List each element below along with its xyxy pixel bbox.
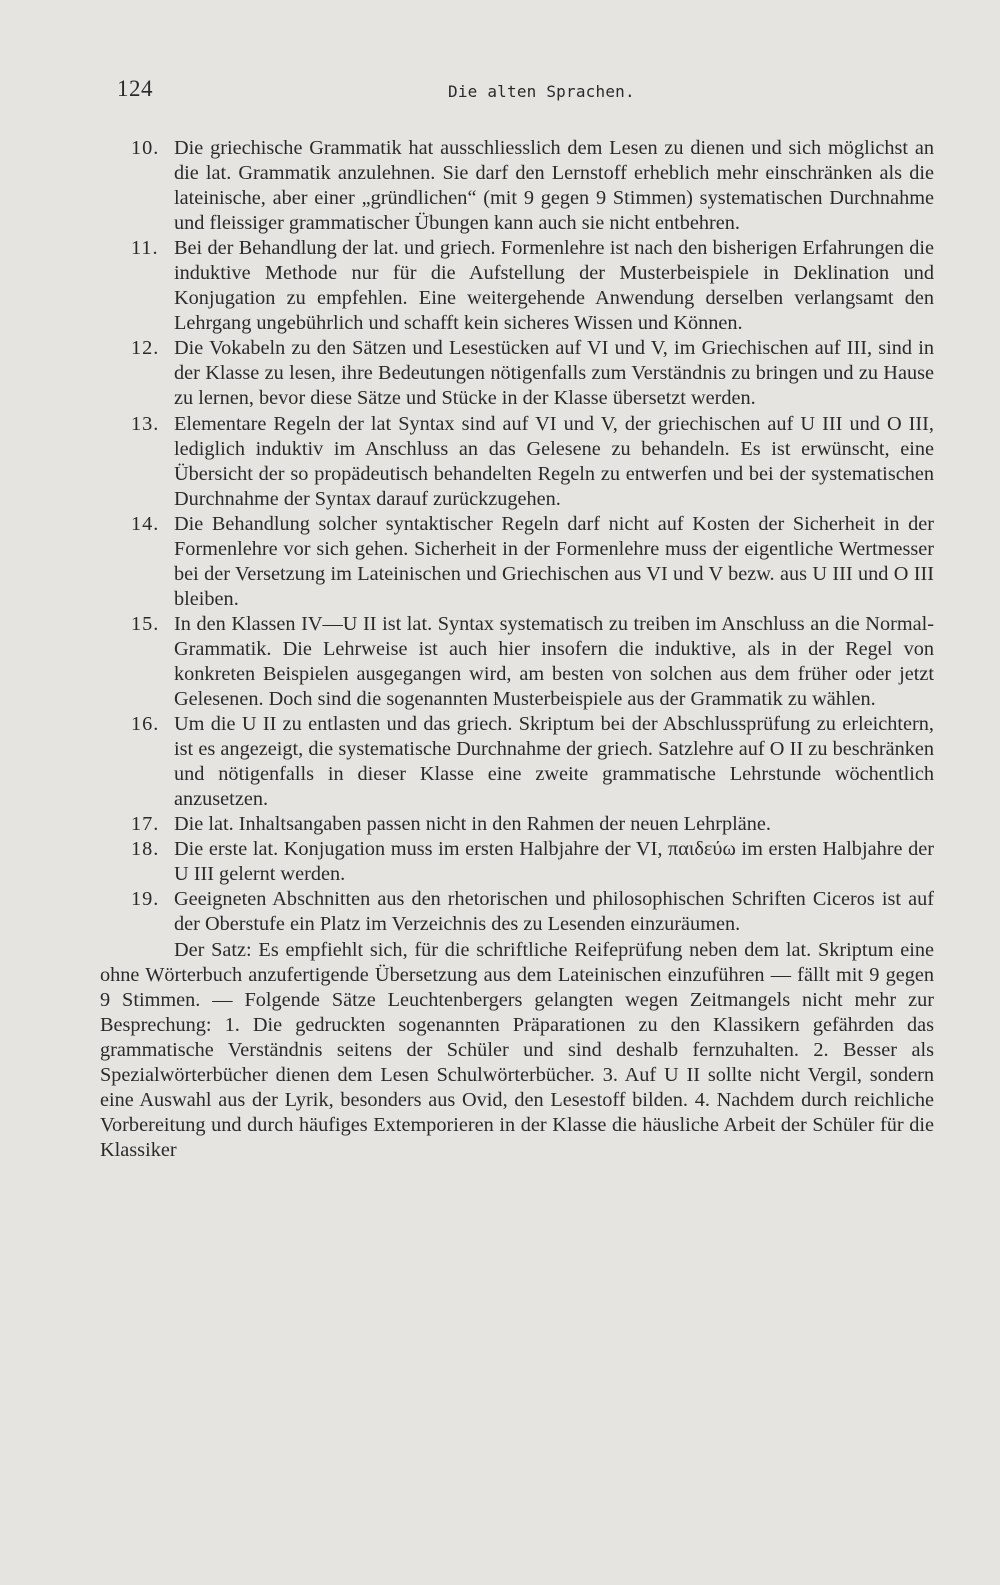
numbered-item-11 bbox=[100, 236, 934, 336]
item-number: 15. bbox=[131, 612, 160, 635]
page-number: 124 bbox=[117, 76, 153, 101]
numbered-item-16 bbox=[100, 712, 934, 812]
item-number: 19. bbox=[131, 888, 160, 911]
page-header bbox=[117, 76, 930, 108]
item-text: Die lat. Inhaltsangaben passen nicht in den Rahmen der neuen Lehrpläne. bbox=[174, 813, 771, 836]
item-number: 14. bbox=[131, 512, 160, 535]
item-number: 18. bbox=[131, 838, 160, 861]
item-number: 10. bbox=[131, 137, 160, 159]
item-text: Geeigneten Abschnitten aus den rhetorischen und philosophischen Schriften Ciceros ist auf der Oberstufe ein Platz im Verzeichnis des zu Lesenden einzuräumen. bbox=[174, 888, 934, 936]
running-head: Die alten Sprachen. bbox=[448, 82, 635, 101]
numbered-item-12 bbox=[100, 336, 934, 411]
closing-paragraph: Der Satz: Es empfiehlt sich, für die schriftliche Reifeprüfung neben dem lat. Skriptum eine ohne Wörterbuch anzufertigende Übersetzung aus dem Lateinischen einzuführen — fällt mit 9 gegen 9 Stimmen. — Folgende Sätze Leuchtenbergers gelangten wegen Zeitmangels nicht mehr zur Besprechung: 1. Die gedruckten sogenannten Präparationen zu den Klassikern gefährden das grammatische Verständnis seitens der Schüler und sind deshalb fernzuhalten. 2. Besser als Spezialwörterbücher dienen dem Lesen Schulwörterbücher. 3. Auf U II sollte nicht Vergil, sondern eine Auswahl aus der Lyrik, besonders aus Ovid, den Lesestoff bilden. 4. Nachdem durch reichliche Vorbereitung und durch häufiges Extemporieren in der Klasse die häusliche Arbeit der Schüler für die Klassiker bbox=[100, 938, 934, 1161]
item-number: 13. bbox=[131, 412, 160, 435]
page-body bbox=[100, 136, 934, 1163]
numbered-item-10 bbox=[100, 136, 934, 236]
numbered-item-19 bbox=[100, 887, 934, 937]
numbered-item-14 bbox=[100, 512, 934, 612]
item-text: In den Klassen IV—U II ist lat. Syntax systematisch zu treiben im Anschluss an die Normal-Grammatik. Die Lehrweise ist auch hier insofern die induktive, als in der Regel von konkreten Beispielen ausgegangen wird, am besten von solchen aus dem früher oder jetzt Gelesenen. Doch sind die sogenannten Musterbeispiele aus der Grammatik zu wählen. bbox=[174, 612, 934, 711]
numbered-item-18 bbox=[100, 837, 934, 887]
item-number: 12. bbox=[131, 337, 160, 360]
numbered-item-15 bbox=[100, 612, 934, 712]
item-text: Um die U II zu entlasten und das griech. Skriptum bei der Abschlussprüfung zu erleichtern, ist es angezeigt, die systematische Durchnahme der griech. Satzlehre auf O II zu beschränken und nötigenfalls in dieser Klasse eine zweite grammatische Lehrstunde wöchentlich anzusetzen. bbox=[174, 713, 934, 811]
numbered-item-13 bbox=[100, 412, 934, 512]
item-text: Die Behandlung solcher syntaktischer Regeln darf nicht auf Kosten der Sicherheit in der Formenlehre vor sich gehen. Sicherheit in der Formenlehre muss der eigentliche Wertmesser bei der Versetzung im Lateinischen und Griechischen aus VI und V bezw. aus U III und O III bleiben. bbox=[174, 512, 934, 610]
numbered-item-17 bbox=[100, 812, 934, 837]
item-text: Bei der Behandlung der lat. und griech. Formenlehre ist nach den bisherigen Erfahrungen die induktive Methode nur für die Aufstellung der Musterbeispiele in Deklination und Konjugation zu empfehlen. Eine weitergehende Anwendung derselben verlangsamt den Lehrgang ungebührlich und schafft kein sicheres Wissen und Können. bbox=[174, 237, 934, 335]
item-number: 16. bbox=[131, 713, 160, 736]
item-text: Die griechische Grammatik hat ausschliesslich dem Lesen zu dienen und sich möglichst an die lat. Grammatik anzulehnen. Sie darf den Lernstoff erheblich mehr einschränken als die lateinische, aber einer „gründlichen“ (mit 9 gegen 9 Stimmen) systematischen Durchnahme und fleissiger grammatischer Übungen kann auch sie nicht entbehren. bbox=[174, 137, 934, 235]
item-text: Die erste lat. Konjugation muss im ersten Halbjahre der VI, παιδεύω im ersten Halbjahre der U III gelernt werden. bbox=[174, 838, 934, 886]
item-text: Elementare Regeln der lat Syntax sind auf VI und V, der griechischen auf U III und O III, lediglich induktiv im Anschluss an das Gelesene zu behandeln. Es ist erwünscht, eine Übersicht der so propädeutisch behandelten Regeln zu entwerfen und bei der systematischen Durchnahme der Syntax darauf zurückzugehen. bbox=[174, 412, 934, 510]
item-text: Die Vokabeln zu den Sätzen und Lesestücken auf VI und V, im Griechischen auf III, sind in der Klasse zu lesen, ihre Bedeutungen nötigenfalls zum Verständnis zu bringen und zu Hause zu lernen, bevor diese Sätze und Stücke in der Klasse übersetzt werden. bbox=[174, 337, 934, 410]
item-number: 11. bbox=[131, 237, 159, 260]
item-number: 17. bbox=[131, 813, 160, 836]
